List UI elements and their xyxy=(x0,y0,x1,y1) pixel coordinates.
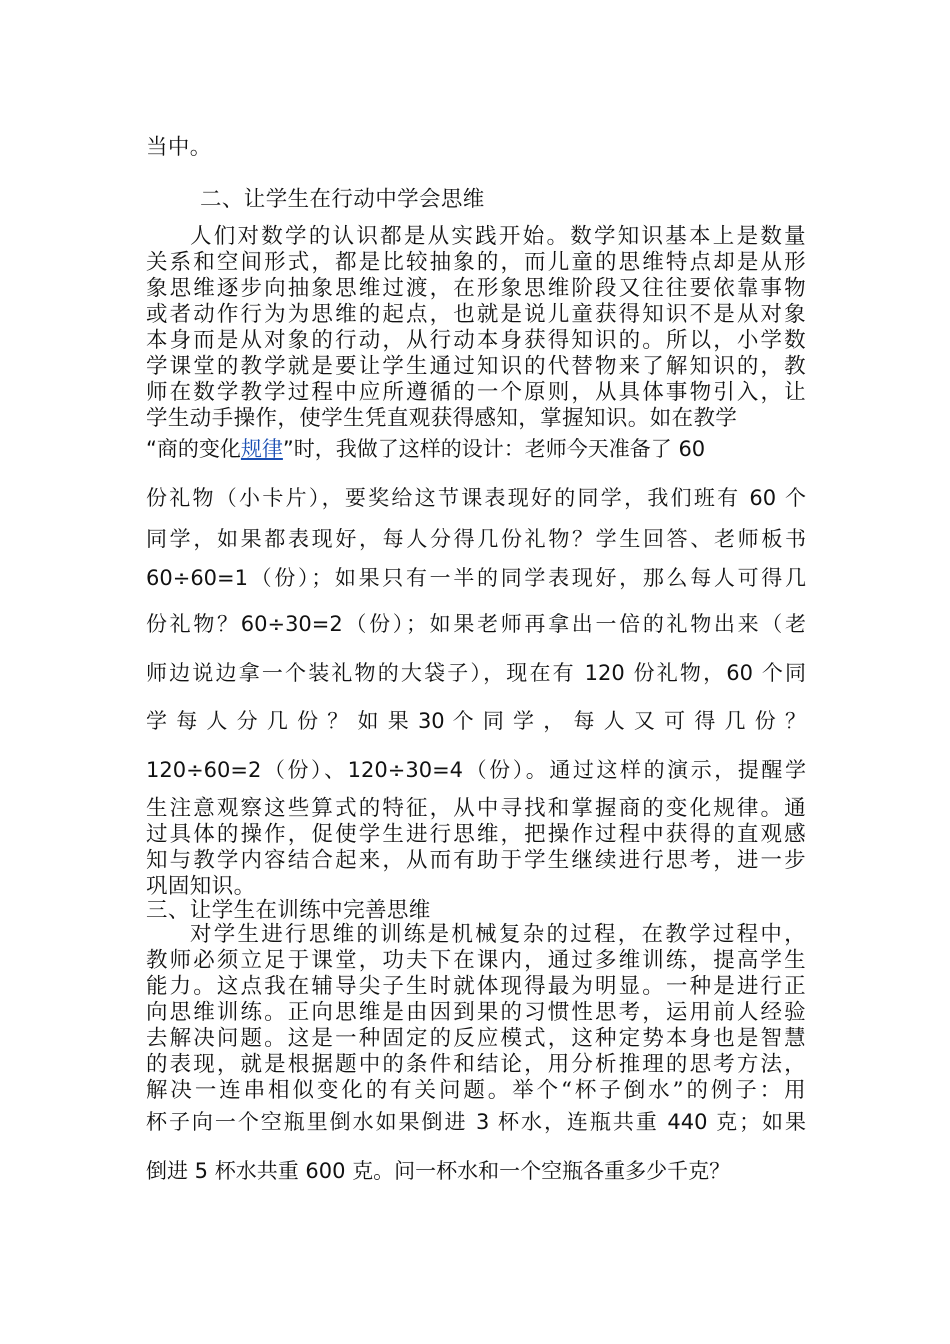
section-heading: 三、让学生在训练中完善思维 xyxy=(146,898,431,923)
paragraph-line: 份礼物（小卡片），要奖给这节课表现好的同学，我们班有 60 个 xyxy=(146,486,806,510)
paragraph-line: 去解决问题。这是一种固定的反应模式，这种定势本身也是智慧 xyxy=(146,1026,806,1051)
paragraph-line: 巩固知识。 xyxy=(146,874,256,899)
paragraph-line: 倒进 5 杯水共重 600 克。问一杯水和一个空瓶各重多少千克？ xyxy=(146,1159,731,1183)
paragraph-line: 学生动手操作，使学生凭直观获得感知，掌握知识。如在教学 xyxy=(146,406,738,431)
paragraph-line: 向思维训练。正向思维是由因到果的习惯性思考，运用前人经验 xyxy=(146,1000,806,1025)
paragraph-line: 象思维逐步向抽象思维过渡，在形象思维阶段又往往要依靠事物 xyxy=(146,276,806,301)
paragraph-line: 过具体的操作，促使学生进行思维，把操作过程中获得的直观感 xyxy=(146,822,806,847)
paragraph-line: 能力。这点我在辅导尖子生时就体现得最为明显。一种是进行正 xyxy=(146,974,806,999)
paragraph-line: 关系和空间形式，都是比较抽象的，而儿童的思维特点却是从形 xyxy=(146,250,806,275)
section-heading: 二、让学生在行动中学会思维 xyxy=(200,187,485,212)
paragraph-line: 师在数学教学过程中应所遵循的一个原则，从具体事物引入，让 xyxy=(146,380,806,405)
paragraph-line: 当中。 xyxy=(146,135,212,160)
paragraph-line: 师边说边拿一个装礼物的大袋子），现在有 120 份礼物，60 个同 xyxy=(146,661,806,685)
paragraph-line: 人们对数学的认识都是从实践开始。数学知识基本上是数量 xyxy=(190,224,806,249)
paragraph-line: 或者动作行为为思维的起点，也就是说儿童获得知识不是从对象 xyxy=(146,302,806,327)
paragraph-line: 学课堂的教学就是要让学生通过知识的代替物来了解知识的，教 xyxy=(146,354,806,379)
paragraph-line: 同学，如果都表现好，每人分得几份礼物？学生回答、老师板书 xyxy=(146,527,806,551)
paragraph-line: 知与教学内容结合起来，从而有助于学生继续进行思考，进一步 xyxy=(146,848,806,873)
paragraph-line: 的表现，就是根据题中的条件和结论，用分析推理的思考方法， xyxy=(146,1052,806,1077)
paragraph-line: 60÷60=1（份）；如果只有一半的同学表现好，那么每人可得几 xyxy=(146,566,806,590)
paragraph-line: 对学生进行思维的训练是机械复杂的过程，在教学过程中， xyxy=(190,922,806,947)
paragraph-line: 120÷60=2（份）、120÷30=4（份）。通过这样的演示，提醒学 xyxy=(146,758,806,782)
paragraph-line: 教师必须立足于课堂，功夫下在课内，通过多维训练，提高学生 xyxy=(146,948,806,973)
paragraph-line: 解决一连串相似变化的有关问题。举个“杯子倒水”的例子：用 xyxy=(146,1078,806,1103)
text-run: “商的变化 xyxy=(146,437,241,461)
paragraph-line xyxy=(146,436,806,462)
text-run: ”时，我做了这样的设计：老师今天准备了 60 xyxy=(282,437,706,461)
paragraph-line: 杯子向一个空瓶里倒水如果倒进 3 杯水，连瓶共重 440 克；如果 xyxy=(146,1110,806,1134)
paragraph-line: 本身而是从对象的行动，从行动本身获得知识的。所以，小学数 xyxy=(146,328,806,353)
paragraph-line: 生注意观察这些算式的特征，从中寻找和掌握商的变化规律。通 xyxy=(146,796,806,821)
link-guilv[interactable]: 规律 xyxy=(240,437,283,461)
paragraph-line: 学 每 人 分 几 份 ？ 如 果 30 个 同 学 ， 每 人 又 可 得 几 份 ？ xyxy=(146,709,806,733)
paragraph-line: 份礼物？60÷30=2（份）；如果老师再拿出一倍的礼物出来（老 xyxy=(146,612,806,636)
